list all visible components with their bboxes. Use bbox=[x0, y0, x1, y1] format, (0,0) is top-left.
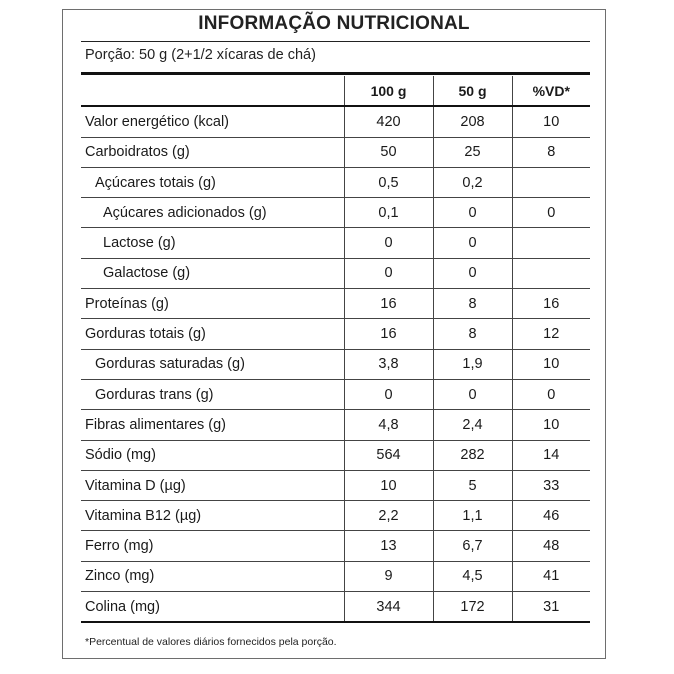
value-vd: 33 bbox=[512, 470, 590, 500]
value-100g: 3,8 bbox=[344, 349, 433, 379]
value-vd: 41 bbox=[512, 561, 590, 591]
value-100g: 10 bbox=[344, 470, 433, 500]
table-row bbox=[81, 228, 590, 258]
value-vd: 0 bbox=[512, 198, 590, 228]
table-row bbox=[81, 440, 590, 470]
footnote: *Percentual de valores diários fornecidos pela porção. bbox=[85, 636, 337, 648]
table-title: INFORMAÇÃO NUTRICIONAL bbox=[198, 13, 470, 34]
nutrient-name: Valor energético (kcal) bbox=[85, 113, 229, 130]
value-vd: 16 bbox=[512, 289, 590, 319]
value-100g: 0 bbox=[344, 228, 433, 258]
nutrient-name: Proteínas (g) bbox=[81, 289, 344, 319]
value-100g: 16 bbox=[344, 289, 433, 319]
nutrient-name: Vitamina B12 (µg) bbox=[81, 501, 344, 531]
header-100g: 100 g bbox=[344, 76, 433, 106]
value-50g: 1,9 bbox=[433, 349, 512, 379]
nutrient-name: Sódio (mg) bbox=[81, 440, 344, 470]
table-row bbox=[81, 470, 590, 500]
table-row bbox=[81, 349, 590, 379]
value-100g: 0 bbox=[344, 258, 433, 288]
nutrient-name: Açúcares adicionados (g) bbox=[81, 198, 344, 228]
nutrient-name: Carboidratos (g) bbox=[81, 137, 344, 167]
value-100g: 420 bbox=[344, 106, 433, 137]
portion-label: Porção: 50 g (2+1/2 xícaras de chá) bbox=[85, 47, 316, 63]
value-vd: 48 bbox=[512, 531, 590, 561]
table-row bbox=[81, 410, 590, 440]
nutrient-name: Açúcares totais (g) bbox=[81, 167, 344, 197]
value-100g: 9 bbox=[344, 561, 433, 591]
table-row bbox=[81, 379, 590, 409]
value-100g: 16 bbox=[344, 319, 433, 349]
nutrient-name: Gorduras trans (g) bbox=[81, 379, 344, 409]
value-100g: 0 bbox=[344, 379, 433, 409]
header-vd: %VD* bbox=[512, 76, 590, 106]
value-vd: 0 bbox=[512, 379, 590, 409]
value-50g: 4,5 bbox=[433, 561, 512, 591]
value-50g: 5 bbox=[433, 470, 512, 500]
table-row bbox=[81, 592, 590, 623]
value-100g: 2,2 bbox=[344, 501, 433, 531]
value-vd: 10 bbox=[512, 106, 590, 137]
table-row bbox=[81, 501, 590, 531]
table-row bbox=[81, 561, 590, 591]
value-50g: 0 bbox=[433, 228, 512, 258]
nutrient-name: Gorduras totais (g) bbox=[81, 319, 344, 349]
value-50g: 0 bbox=[433, 258, 512, 288]
table-row bbox=[81, 167, 590, 197]
value-vd: 10 bbox=[512, 410, 590, 440]
value-100g: 50 bbox=[344, 137, 433, 167]
value-50g: 208 bbox=[433, 106, 512, 137]
value-vd: 31 bbox=[512, 592, 590, 623]
value-50g: 8 bbox=[433, 289, 512, 319]
value-vd: 8 bbox=[512, 137, 590, 167]
nutrient-name: Galactose (g) bbox=[81, 258, 344, 288]
value-vd bbox=[512, 228, 590, 258]
value-vd: 46 bbox=[512, 501, 590, 531]
nutrient-name: Colina (mg) bbox=[81, 592, 344, 623]
table-row bbox=[81, 258, 590, 288]
title-divider bbox=[81, 41, 590, 42]
value-100g: 13 bbox=[344, 531, 433, 561]
value-100g: 0,1 bbox=[344, 198, 433, 228]
value-50g: 0,2 bbox=[433, 167, 512, 197]
table-row bbox=[81, 319, 590, 349]
value-50g: 172 bbox=[433, 592, 512, 623]
value-50g: 282 bbox=[433, 440, 512, 470]
value-50g: 6,7 bbox=[433, 531, 512, 561]
header-50g: 50 g bbox=[433, 76, 512, 106]
value-vd: 10 bbox=[512, 349, 590, 379]
nutrient-name: Lactose (g) bbox=[81, 228, 344, 258]
value-50g: 0 bbox=[433, 379, 512, 409]
header-nutrient bbox=[81, 76, 344, 106]
value-50g: 0 bbox=[433, 198, 512, 228]
value-100g: 4,8 bbox=[344, 410, 433, 440]
portion-divider bbox=[81, 72, 590, 75]
nutrition-table bbox=[81, 76, 590, 623]
table-row bbox=[81, 531, 590, 561]
value-vd: 14 bbox=[512, 440, 590, 470]
table-row bbox=[81, 198, 590, 228]
nutrient-name: Vitamina D (µg) bbox=[81, 470, 344, 500]
table-row bbox=[81, 137, 590, 167]
nutrient-name: Gorduras saturadas (g) bbox=[81, 349, 344, 379]
value-vd: 12 bbox=[512, 319, 590, 349]
nutrient-name: Ferro (mg) bbox=[81, 531, 344, 561]
nutrient-name: Zinco (mg) bbox=[81, 561, 344, 591]
value-vd bbox=[512, 167, 590, 197]
value-50g: 2,4 bbox=[433, 410, 512, 440]
value-100g: 564 bbox=[344, 440, 433, 470]
nutrition-facts-panel bbox=[62, 9, 606, 659]
value-vd bbox=[512, 258, 590, 288]
value-50g: 8 bbox=[433, 319, 512, 349]
value-50g: 1,1 bbox=[433, 501, 512, 531]
value-100g: 0,5 bbox=[344, 167, 433, 197]
nutrient-name: Fibras alimentares (g) bbox=[81, 410, 344, 440]
table-row bbox=[81, 289, 590, 319]
value-50g: 25 bbox=[433, 137, 512, 167]
table-row bbox=[81, 106, 590, 137]
value-100g: 344 bbox=[344, 592, 433, 623]
header-row bbox=[81, 76, 590, 106]
